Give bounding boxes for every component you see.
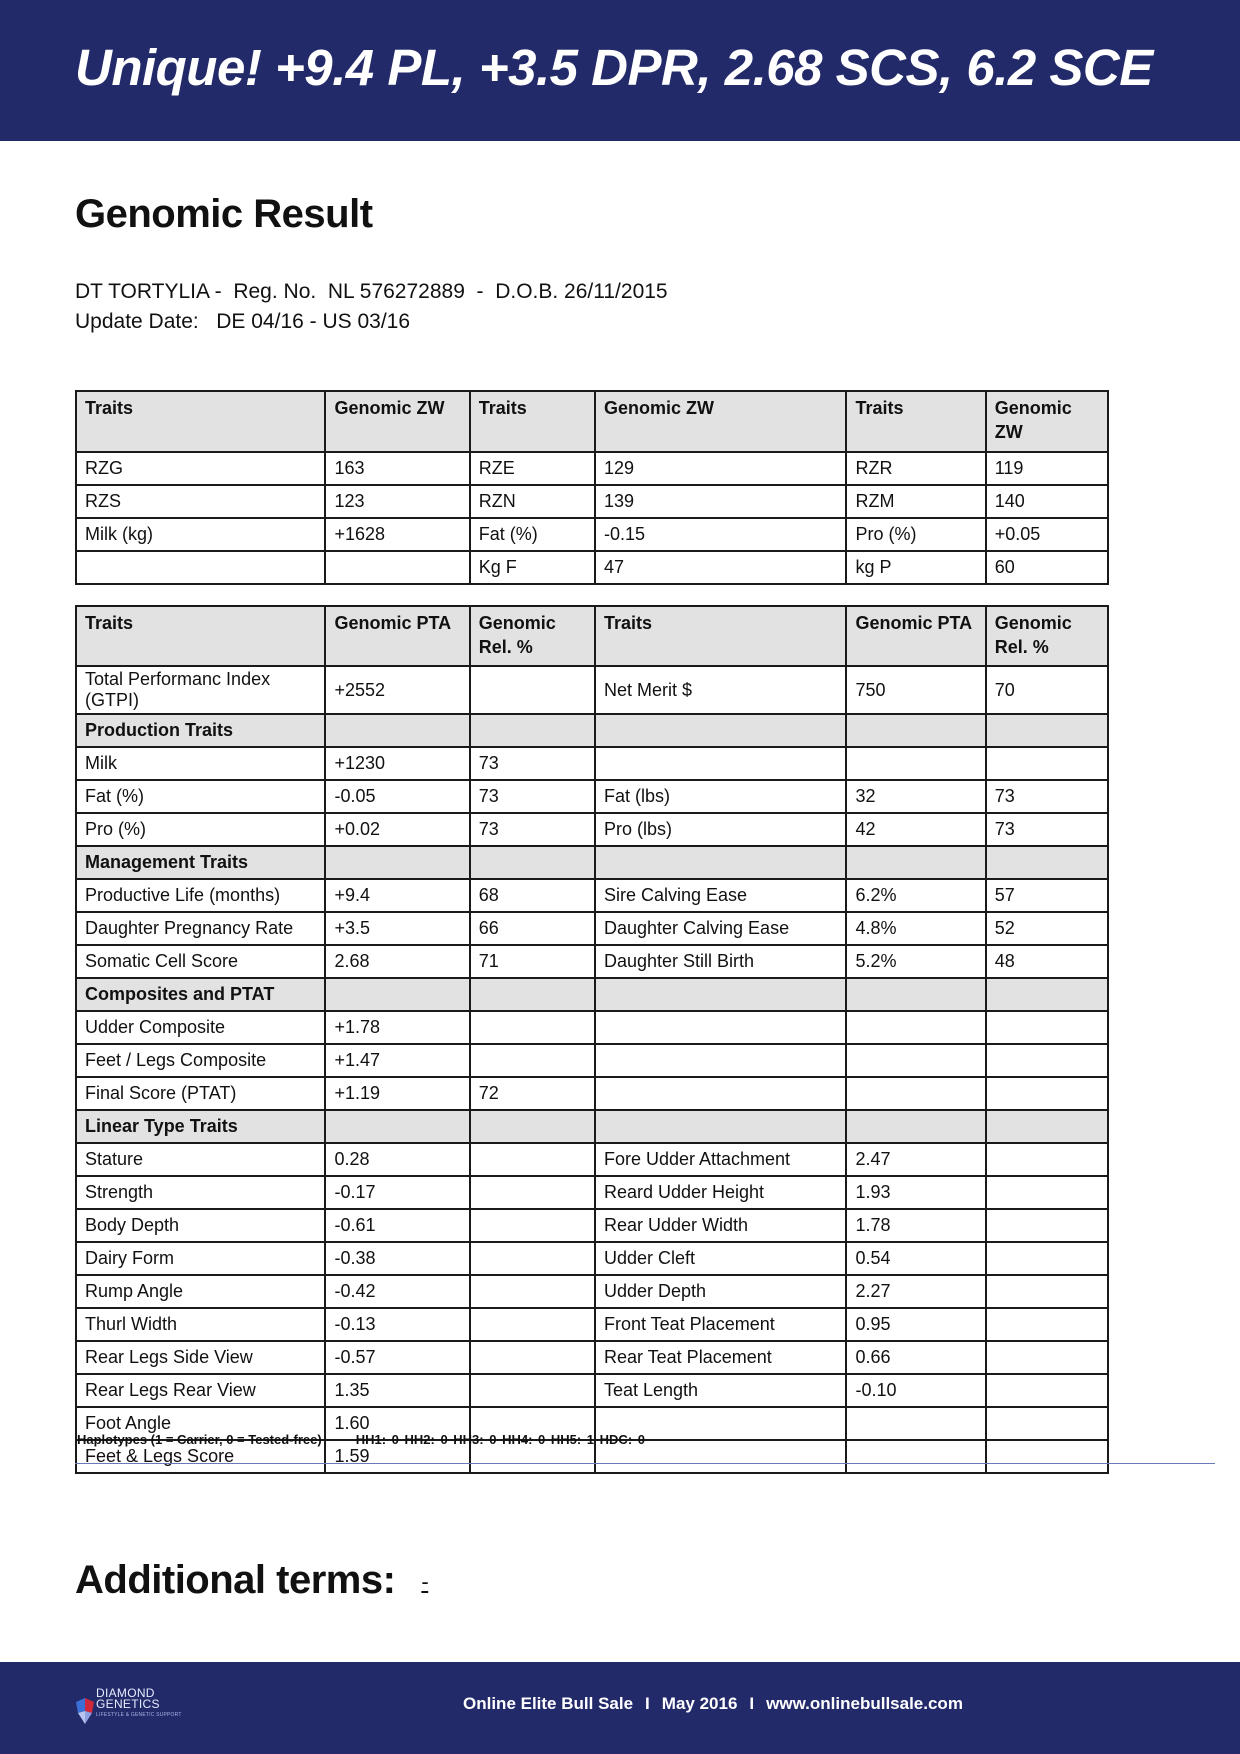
footer-banner: [0, 1662, 1240, 1754]
logo-word-genetics: GENETICS: [96, 1697, 160, 1711]
table-row: [76, 747, 1108, 780]
table-cell: 750: [846, 666, 985, 714]
table-cell: 68: [470, 879, 595, 912]
table-cell: [986, 1242, 1108, 1275]
table-cell: Thurl Width: [76, 1308, 325, 1341]
table-row: [76, 879, 1108, 912]
table-cell: [846, 978, 985, 1011]
table-cell: [986, 1110, 1108, 1143]
table-cell: Rump Angle: [76, 1275, 325, 1308]
table-cell: Udder Cleft: [595, 1242, 846, 1275]
table-cell: Daughter Pregnancy Rate: [76, 912, 325, 945]
table-cell: Teat Length: [595, 1374, 846, 1407]
table-cell: +3.5: [325, 912, 469, 945]
table-cell: Front Teat Placement: [595, 1308, 846, 1341]
table-cell: RZS: [76, 485, 325, 518]
additional-terms-value: -: [421, 1569, 429, 1595]
table-cell: RZM: [846, 485, 985, 518]
table-cell: Feet / Legs Composite: [76, 1044, 325, 1077]
table-cell: [846, 1044, 985, 1077]
logo-word-diamond: DIAMOND: [96, 1686, 155, 1700]
table-cell: [986, 1308, 1108, 1341]
table-row: [76, 485, 1108, 518]
table-cell: [986, 1440, 1108, 1473]
zw-header-cell: Traits: [846, 391, 985, 452]
table-cell: -0.42: [325, 1275, 469, 1308]
table-cell: [846, 1110, 985, 1143]
table-cell: 60: [986, 551, 1108, 584]
table-cell: 6.2%: [846, 879, 985, 912]
table-cell: 71: [470, 945, 595, 978]
table-row: [76, 1077, 1108, 1110]
table-cell: [76, 551, 325, 584]
table-cell: -0.13: [325, 1308, 469, 1341]
table-cell: 140: [986, 485, 1108, 518]
table-cell: RZR: [846, 452, 985, 485]
diamond-genetics-logo: [76, 1686, 182, 1730]
table-cell: 163: [325, 452, 469, 485]
table-cell: +1.19: [325, 1077, 469, 1110]
table-cell: 57: [986, 879, 1108, 912]
table-cell: [846, 747, 985, 780]
zw-header-cell: Genomic ZW: [325, 391, 469, 452]
table-cell: Udder Depth: [595, 1275, 846, 1308]
table-cell: [846, 714, 985, 747]
haplotypes-line: [77, 1432, 645, 1447]
table-row: [76, 1143, 1108, 1176]
table-cell: [595, 1110, 846, 1143]
table-cell: [470, 1176, 595, 1209]
table-cell: 1.93: [846, 1176, 985, 1209]
table-cell: [986, 1143, 1108, 1176]
table-cell: Rear Teat Placement: [595, 1341, 846, 1374]
footer-info: [463, 1694, 963, 1714]
table-cell: kg P: [846, 551, 985, 584]
table-row: [76, 1011, 1108, 1044]
table-cell: [595, 1044, 846, 1077]
table-cell: Milk (kg): [76, 518, 325, 551]
table-row: [76, 1374, 1108, 1407]
table-cell: Fore Udder Attachment: [595, 1143, 846, 1176]
table-cell: [986, 714, 1108, 747]
table-cell: Udder Composite: [76, 1011, 325, 1044]
section-label: Linear Type Traits: [76, 1110, 325, 1143]
table-cell: Fat (%): [470, 518, 595, 551]
table-cell: 73: [470, 813, 595, 846]
table-cell: [986, 1275, 1108, 1308]
table-cell: 0.95: [846, 1308, 985, 1341]
header-banner: [0, 0, 1240, 141]
table-cell: Net Merit $: [595, 666, 846, 714]
table-cell: [986, 1044, 1108, 1077]
table-cell: -0.61: [325, 1209, 469, 1242]
table-row: [76, 813, 1108, 846]
pta-header-cell: Genomic Rel. %: [986, 606, 1108, 666]
footer-date: May 2016: [661, 1694, 738, 1713]
table-cell: [846, 1077, 985, 1110]
table-cell: [986, 978, 1108, 1011]
table-cell: [325, 1110, 469, 1143]
table-cell: [846, 1407, 985, 1440]
section-row: [76, 978, 1108, 1011]
table-cell: [986, 1341, 1108, 1374]
table-cell: [846, 1011, 985, 1044]
table-cell: 42: [846, 813, 985, 846]
table-cell: 48: [986, 945, 1108, 978]
section-row: [76, 714, 1108, 747]
table-cell: [986, 846, 1108, 879]
animal-id-line: DT TORTYLIA - Reg. No. NL 576272889 - D.O.B. 26/11/2015: [75, 280, 668, 303]
table-cell: Feet & Legs Score: [76, 1440, 325, 1473]
table-cell: Foot Angle: [76, 1407, 325, 1440]
table-cell: Rear Udder Width: [595, 1209, 846, 1242]
table-cell: [846, 1440, 985, 1473]
table-cell: -0.17: [325, 1176, 469, 1209]
pta-header-cell: Genomic PTA: [325, 606, 469, 666]
table-cell: 119: [986, 452, 1108, 485]
table-cell: Strength: [76, 1176, 325, 1209]
table-cell: 73: [986, 813, 1108, 846]
table-cell: 1.35: [325, 1374, 469, 1407]
table-cell: 2.27: [846, 1275, 985, 1308]
table-cell: [470, 1242, 595, 1275]
table-cell: [986, 1407, 1108, 1440]
divider-line: [75, 1463, 1215, 1464]
table-cell: 66: [470, 912, 595, 945]
table-cell: 73: [470, 780, 595, 813]
table-row: [76, 1341, 1108, 1374]
table-cell: Stature: [76, 1143, 325, 1176]
table-cell: [595, 846, 846, 879]
table-cell: 1.59: [325, 1440, 469, 1473]
table-row: [76, 1209, 1108, 1242]
table-cell: [325, 846, 469, 879]
zw-header-row: [76, 391, 1108, 452]
pta-header-row: [76, 606, 1108, 666]
table-cell: [470, 714, 595, 747]
table-cell: Pro (%): [846, 518, 985, 551]
pta-header-cell: Traits: [76, 606, 325, 666]
table-cell: 0.66: [846, 1341, 985, 1374]
table-cell: Body Depth: [76, 1209, 325, 1242]
table-cell: Sire Calving Ease: [595, 879, 846, 912]
table-cell: +0.02: [325, 813, 469, 846]
animal-info: [75, 277, 668, 337]
table-cell: [470, 1308, 595, 1341]
logo-tagline: LIFESTYLE & GENETIC SUPPORT: [96, 1712, 182, 1718]
table-cell: [595, 1077, 846, 1110]
table-cell: [846, 846, 985, 879]
zw-header-cell: Genomic ZW: [595, 391, 846, 452]
pta-header-cell: Genomic PTA: [846, 606, 985, 666]
diamond-logo-icon: [76, 1698, 94, 1724]
table-cell: [986, 1209, 1108, 1242]
table-cell: Daughter Still Birth: [595, 945, 846, 978]
pta-header-cell: Traits: [595, 606, 846, 666]
table-cell: [470, 1209, 595, 1242]
table-cell: [470, 1275, 595, 1308]
table-cell: [470, 1044, 595, 1077]
table-cell: -0.57: [325, 1341, 469, 1374]
table-cell: [595, 714, 846, 747]
section-title: Genomic Result: [75, 192, 373, 236]
table-cell: [986, 1374, 1108, 1407]
table-cell: +1230: [325, 747, 469, 780]
table-cell: Kg F: [470, 551, 595, 584]
table-cell: 52: [986, 912, 1108, 945]
table-cell: Daughter Calving Ease: [595, 912, 846, 945]
table-cell: 1.78: [846, 1209, 985, 1242]
table-cell: RZE: [470, 452, 595, 485]
table-cell: 139: [595, 485, 846, 518]
table-row: [76, 1176, 1108, 1209]
table-cell: [470, 978, 595, 1011]
table-cell: +1628: [325, 518, 469, 551]
section-label: Production Traits: [76, 714, 325, 747]
table-cell: 5.2%: [846, 945, 985, 978]
table-row: [76, 518, 1108, 551]
table-row: [76, 452, 1108, 485]
zw-header-cell: Genomic ZW: [986, 391, 1108, 452]
section-label: Composites and PTAT: [76, 978, 325, 1011]
table-row: [76, 1308, 1108, 1341]
table-cell: 47: [595, 551, 846, 584]
table-cell: 73: [986, 780, 1108, 813]
section-row: [76, 846, 1108, 879]
table-cell: +1.47: [325, 1044, 469, 1077]
update-date-line: Update Date: DE 04/16 - US 03/16: [75, 310, 411, 333]
table-row: [76, 1044, 1108, 1077]
haplotypes-label: Haplotypes (1 = Carrier, 0 = Tested-free): [77, 1432, 322, 1447]
table-cell: RZG: [76, 452, 325, 485]
table-cell: Pro (lbs): [595, 813, 846, 846]
table-cell: Final Score (PTAT): [76, 1077, 325, 1110]
table-cell: 4.8%: [846, 912, 985, 945]
table-cell: Rear Legs Side View: [76, 1341, 325, 1374]
table-row: [76, 912, 1108, 945]
table-cell: [470, 1011, 595, 1044]
table-cell: [325, 551, 469, 584]
table-cell: Fat (lbs): [595, 780, 846, 813]
table-cell: [595, 1011, 846, 1044]
table-cell: Total Performanc Index (GTPI): [76, 666, 325, 714]
table-cell: [325, 978, 469, 1011]
table-cell: [595, 747, 846, 780]
table-cell: +0.05: [986, 518, 1108, 551]
table-cell: [595, 978, 846, 1011]
table-cell: [986, 1011, 1108, 1044]
table-cell: [470, 1143, 595, 1176]
table-cell: 123: [325, 485, 469, 518]
table-cell: 0.54: [846, 1242, 985, 1275]
additional-terms: [75, 1558, 428, 1603]
table-cell: +2552: [325, 666, 469, 714]
haplotypes-values: HH1: 0 HH2: 0 HH3: 0 HH4: 0 HH5: 1 HDC: 0: [355, 1432, 645, 1447]
table-row: [76, 1275, 1108, 1308]
section-label: Management Traits: [76, 846, 325, 879]
table-row: [76, 666, 1108, 714]
table-cell: [470, 1374, 595, 1407]
table-cell: [986, 1077, 1108, 1110]
table-row: [76, 780, 1108, 813]
table-cell: Fat (%): [76, 780, 325, 813]
table-cell: 73: [470, 747, 595, 780]
table-cell: 1.60: [325, 1407, 469, 1440]
table-cell: Dairy Form: [76, 1242, 325, 1275]
table-row: [76, 1242, 1108, 1275]
zw-header-cell: Traits: [76, 391, 325, 452]
table-cell: [470, 666, 595, 714]
table-cell: [325, 714, 469, 747]
table-cell: Somatic Cell Score: [76, 945, 325, 978]
table-cell: [986, 1176, 1108, 1209]
header-title: Unique! +9.4 PL, +3.5 DPR, 2.68 SCS, 6.2 SCE: [75, 39, 1153, 96]
table-cell: +9.4: [325, 879, 469, 912]
footer-url[interactable]: www.onlinebullsale.com: [766, 1694, 963, 1713]
table-cell: -0.15: [595, 518, 846, 551]
table-cell: 0.28: [325, 1143, 469, 1176]
table-cell: +1.78: [325, 1011, 469, 1044]
table-cell: Rear Legs Rear View: [76, 1374, 325, 1407]
table-cell: 129: [595, 452, 846, 485]
footer-separator: I: [749, 1694, 755, 1713]
table-row: [76, 551, 1108, 584]
table-cell: 70: [986, 666, 1108, 714]
table-cell: Milk: [76, 747, 325, 780]
table-cell: 2.47: [846, 1143, 985, 1176]
genomic-zw-table: [75, 390, 1109, 585]
footer-separator: I: [645, 1694, 650, 1713]
table-cell: [470, 846, 595, 879]
table-cell: -0.10: [846, 1374, 985, 1407]
genomic-pta-table: [75, 605, 1109, 1474]
table-cell: Pro (%): [76, 813, 325, 846]
table-cell: -0.38: [325, 1242, 469, 1275]
table-cell: 72: [470, 1077, 595, 1110]
footer-sale-name: Online Elite Bull Sale: [463, 1694, 634, 1713]
table-cell: 2.68: [325, 945, 469, 978]
table-cell: -0.05: [325, 780, 469, 813]
table-row: [76, 945, 1108, 978]
table-cell: [470, 1110, 595, 1143]
table-cell: Reard Udder Height: [595, 1176, 846, 1209]
table-cell: [986, 747, 1108, 780]
section-row: [76, 1110, 1108, 1143]
additional-terms-label: Additional terms:: [75, 1558, 396, 1602]
table-cell: [470, 1341, 595, 1374]
table-cell: Productive Life (months): [76, 879, 325, 912]
table-cell: RZN: [470, 485, 595, 518]
pta-header-cell: Genomic Rel. %: [470, 606, 595, 666]
zw-header-cell: Traits: [470, 391, 595, 452]
table-cell: 32: [846, 780, 985, 813]
